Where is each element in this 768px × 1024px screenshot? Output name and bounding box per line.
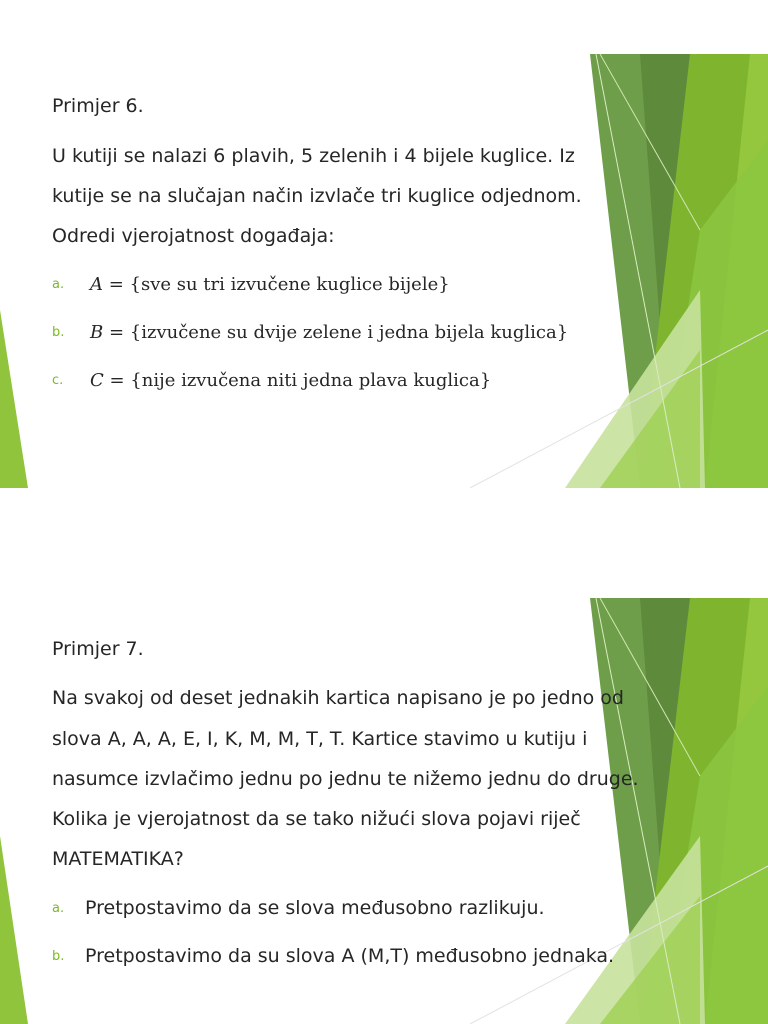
text-line: Odredi vjerojatnost događaja: xyxy=(52,225,335,247)
event-definition xyxy=(90,370,491,391)
list-marker: b. xyxy=(52,949,65,964)
list-marker: c. xyxy=(52,373,64,388)
text-line: slova A, A, A, E, I, K, M, M, T, T. Kartice stavimo u kutiju i xyxy=(52,728,588,750)
event-variable: B xyxy=(90,322,104,343)
event-set: = {izvučene su dvije zelene i jedna bijela kuglica} xyxy=(103,322,569,343)
list-item-text: Pretpostavimo da su slova A (M,T) međusobno jednaka. xyxy=(85,945,615,967)
event-definition xyxy=(90,322,568,343)
text-line: U kutiji se nalazi 6 plavih, 5 zelenih i 4 bijele kuglice. Iz xyxy=(52,145,575,167)
list-marker: a. xyxy=(52,277,65,292)
slide-1 xyxy=(0,0,768,488)
event-variable: A xyxy=(90,274,103,295)
list-marker: b. xyxy=(52,325,65,340)
text-line: MATEMATIKA? xyxy=(52,848,184,870)
text-line: Kolika je vjerojatnost da se tako nižući slova pojavi riječ xyxy=(52,808,581,830)
event-set: = {sve su tri izvučene kuglice bijele} xyxy=(103,274,450,295)
text-line: nasumce izvlačimo jednu po jednu te nižemo jednu do druge. xyxy=(52,768,639,790)
slide-2 xyxy=(0,536,768,1024)
event-set: = {nije izvučena niti jedna plava kuglica} xyxy=(103,370,492,391)
list-item-text: Pretpostavimo da se slova međusobno razlikuju. xyxy=(85,897,545,919)
slide-title: Primjer 7. xyxy=(52,638,144,660)
slide-title: Primjer 6. xyxy=(52,95,144,117)
text-line: kutije se na slučajan način izvlače tri kuglice odjednom. xyxy=(52,185,582,207)
event-variable: C xyxy=(90,370,104,391)
text-line: Na svakoj od deset jednakih kartica napisano je po jedno od xyxy=(52,687,624,709)
list-marker: a. xyxy=(52,901,65,916)
event-definition xyxy=(90,274,450,295)
